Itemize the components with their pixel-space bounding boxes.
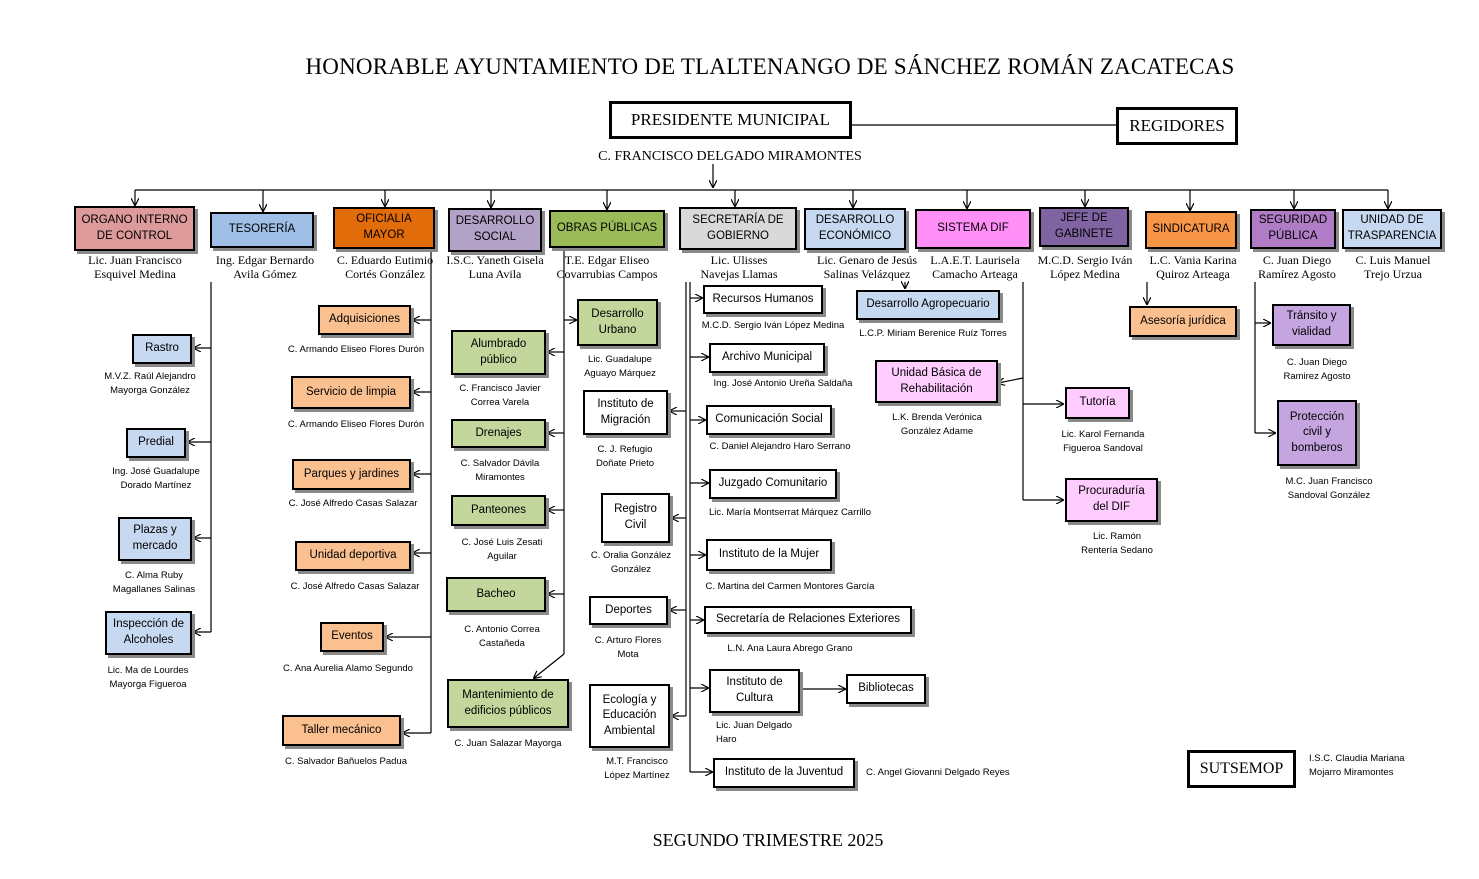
dept-sistema-dif-head: L.A.E.T. Laurisela Camacho Arteaga (930, 253, 1020, 282)
unit-mantenimiento-edificios[interactable]: Mantenimiento de edificios públicos (447, 679, 569, 728)
unit-desarrollo-urbano-head: Lic. Guadalupe Aguayo Márquez (584, 354, 656, 379)
dept-desarrollo-social-head: I.S.C. Yaneth Gisela Luna Avila (446, 253, 544, 282)
unit-bacheo[interactable]: Bacheo (446, 577, 546, 612)
unit-unidad-deportiva[interactable]: Unidad deportiva (295, 541, 411, 571)
unit-procuraduria-dif[interactable]: Procuraduría del DIF (1065, 478, 1158, 522)
unit-drenajes-head: C. Salvador Dávila Miramontes (460, 458, 540, 483)
unit-juzgado-comunitario[interactable]: Juzgado Comunitario (709, 469, 837, 499)
dept-organo-interno[interactable]: ORGANO INTERNO DE CONTROL (74, 206, 195, 251)
unit-instituto-mujer-head: C. Martina del Carmen Montores García (705, 581, 875, 592)
unit-predial-head: Ing. José Guadalupe Dorado Martínez (112, 466, 200, 491)
unit-instituto-cultura-head: Lic. Juan Delgado Haro (716, 720, 793, 745)
unit-instituto-mujer[interactable]: Instituto de la Mujer (706, 539, 832, 571)
unit-taller-mecanico[interactable]: Taller mecánico (282, 715, 401, 746)
dept-secretaria-gobierno-head: Lic. Ulisses Navejas Llamas (700, 253, 778, 282)
unit-adquisiciones[interactable]: Adquisiciones (318, 305, 411, 335)
sutsemop-head: I.S.C. Claudia Mariana Mojarro Miramontes (1309, 753, 1405, 778)
dept-organo-interno-head: Lic. Juan Francisco Esquivel Medina (88, 253, 182, 282)
unit-deportes[interactable]: Deportes (589, 596, 668, 625)
unit-eventos-head: C. Ana Aurelia Alamo Segundo (283, 663, 413, 674)
unit-deportes-head: C. Arturo Flores Mota (594, 635, 662, 660)
dept-tesoreria[interactable]: TESORERÍA (210, 212, 314, 248)
unit-instituto-juventud[interactable]: Instituto de la Juventud (713, 758, 855, 788)
dept-sistema-dif[interactable]: SISTEMA DIF (915, 209, 1031, 249)
unit-procuraduria-dif-head: Lic. Ramón Rentería Sedano (1081, 531, 1153, 556)
unit-servicio-limpia[interactable]: Servicio de limpia (291, 376, 411, 409)
unit-instituto-migracion[interactable]: Instituto de Migración (583, 390, 668, 435)
dept-desarrollo-economico-head: Lic. Genaro de Jesús Salinas Velázquez (817, 253, 917, 282)
dept-desarrollo-economico[interactable]: DESARROLLO ECONÓMICO (804, 208, 906, 250)
unit-comunicacion-social[interactable]: Comunicación Social (706, 405, 832, 435)
dept-jefe-gabinete-head: M.C.D. Sergio Iván López Medina (1037, 253, 1133, 282)
unit-panteones-head: C. José Luis Zesati Aguilar (461, 537, 543, 562)
unit-inspeccion-alcoholes[interactable]: Inspección de Alcoholes (105, 611, 192, 655)
dept-oficialia-mayor[interactable]: OFICIALIA MAYOR (333, 207, 435, 249)
unit-servicio-limpia-head: C. Armando Eliseo Flores Durón (287, 419, 425, 430)
unit-mantenimiento-edificios-head: C. Juan Salazar Mayorga (454, 738, 562, 749)
dept-obras-publicas-head: T.E. Edgar Eliseo Covarrubias Campos (556, 253, 658, 282)
sutsemop-box[interactable]: SUTSEMOP (1187, 750, 1296, 788)
dept-oficialia-mayor-head: C. Eduardo Eutimio Cortés González (336, 253, 434, 282)
dept-sindicatura[interactable]: SINDICATURA (1145, 211, 1237, 249)
unit-juzgado-comunitario-head: Lic. María Montserrat Márquez Carrillo (708, 507, 872, 518)
unit-unidad-deportiva-head: C. José Alfredo Casas Salazar (290, 581, 420, 592)
unit-panteones[interactable]: Panteones (451, 495, 546, 526)
unit-instituto-migracion-head: C. J. Refugio Doñate Prieto (595, 444, 655, 469)
regidores-box[interactable]: REGIDORES (1116, 107, 1238, 145)
unit-desarrollo-agropecuario[interactable]: Desarrollo Agropecuario (856, 290, 1000, 320)
dept-seguridad-publica[interactable]: SEGURIDAD PÚBLICA (1250, 209, 1336, 249)
unit-instituto-juventud-head: C. Angel Giovanni Delgado Reyes (866, 767, 1010, 778)
unit-inspeccion-alcoholes-head: Lic. Ma de Lourdes Mayorga Figueroa (107, 665, 189, 690)
unit-alumbrado-publico-head: C. Francisco Javier Correa Varela (459, 383, 541, 408)
unit-plazas-mercado-head: C. Alma Ruby Magallanes Salinas (112, 570, 196, 595)
unit-comunicacion-social-head: C. Daniel Alejandro Haro Serrano (709, 441, 851, 452)
unit-archivo-municipal-head: Ing. José Antonio Ureña Saldaña (713, 378, 853, 389)
unit-desarrollo-agropecuario-head: L.C.P. Miriam Berenice Ruíz Torres (859, 328, 1007, 339)
unit-ecologia-head: M.T. Francisco López Martínez (604, 756, 670, 781)
dept-unidad-transparencia-head: C. Luis Manuel Trejo Urzua (1355, 253, 1431, 282)
unit-adquisiciones-head: C. Armando Eliseo Flores Durón (287, 344, 425, 355)
unit-unidad-basica-rehabilitacion-head: L.K. Brenda Verónica González Adame (892, 412, 982, 437)
unit-alumbrado-publico[interactable]: Alumbrado público (451, 330, 546, 375)
dept-sindicatura-head: L.C. Vania Karina Quiroz Arteaga (1149, 253, 1237, 282)
unit-relaciones-exteriores[interactable]: Secretaría de Relaciones Exteriores (704, 606, 912, 634)
dept-secretaria-gobierno[interactable]: SECRETARÍA DE GOBIERNO (679, 207, 797, 250)
unit-predial[interactable]: Predial (126, 428, 186, 458)
unit-desarrollo-urbano[interactable]: Desarrollo Urbano (577, 299, 658, 346)
unit-registro-civil-head: C. Oralia González González (590, 550, 672, 575)
dept-obras-publicas[interactable]: OBRAS PÚBLICAS (549, 210, 665, 248)
unit-plazas-mercado[interactable]: Plazas y mercado (118, 517, 192, 561)
unit-recursos-humanos-head: M.C.D. Sergio Iván López Medina (701, 320, 845, 331)
unit-eventos[interactable]: Eventos (320, 622, 384, 652)
unit-transito-vialidad[interactable]: Tránsito y vialidad (1272, 304, 1351, 346)
unit-bibliotecas[interactable]: Bibliotecas (846, 674, 926, 704)
unit-relaciones-exteriores-head: L.N. Ana Laura Abrego Grano (727, 643, 853, 654)
unit-drenajes[interactable]: Drenajes (451, 419, 546, 448)
dept-tesoreria-head: Ing. Edgar Bernardo Avila Gómez (215, 253, 315, 282)
unit-tutoria-head: Lic. Karol Fernanda Figueroa Sandoval (1061, 429, 1145, 454)
chart-title: HONORABLE AYUNTAMIENTO DE TLALTENANGO DE SÁNCHEZ ROMÁN ZACATECAS (305, 54, 1235, 79)
unit-registro-civil[interactable]: Registro Civil (601, 493, 670, 543)
unit-ecologia[interactable]: Ecología y Educación Ambiental (589, 684, 670, 748)
unit-asesoria-juridica[interactable]: Asesoría jurídica (1129, 306, 1237, 337)
dept-desarrollo-social[interactable]: DESARROLLO SOCIAL (448, 208, 542, 252)
unit-rastro[interactable]: Rastro (132, 334, 192, 364)
footer-period: SEGUNDO TRIMESTRE 2025 (652, 830, 884, 850)
unit-transito-vialidad-head: C. Juan Diego Ramirez Agosto (1283, 357, 1351, 382)
unit-parques-jardines-head: C. José Alfredo Casas Salazar (288, 498, 418, 509)
unit-bacheo-head: C. Antonio Correa Castañeda (464, 624, 540, 649)
unit-tutoria[interactable]: Tutoría (1065, 387, 1130, 419)
unit-instituto-cultura[interactable]: Instituto de Cultura (709, 669, 800, 713)
unit-parques-jardines[interactable]: Parques y jardines (292, 459, 411, 490)
president-box[interactable]: PRESIDENTE MUNICIPAL (609, 101, 852, 139)
dept-unidad-transparencia[interactable]: UNIDAD DE TRASPARENCIA (1342, 209, 1442, 249)
unit-unidad-basica-rehabilitacion[interactable]: Unidad Básica de Rehabilitación (875, 360, 998, 403)
unit-taller-mecanico-head: C. Salvador Bañuelos Padua (285, 756, 407, 767)
unit-rastro-head: M.V.Z. Raúl Alejandro Mayorga González (104, 371, 196, 396)
unit-recursos-humanos[interactable]: Recursos Humanos (703, 285, 823, 314)
dept-jefe-gabinete[interactable]: JEFE DE GABINETE (1039, 207, 1129, 247)
unit-proteccion-civil-head: M.C. Juan Francisco Sandoval González (1285, 476, 1373, 501)
president-name: C. FRANCISCO DELGADO MIRAMONTES (598, 149, 862, 164)
dept-seguridad-publica-head: C. Juan Diego Ramírez Agosto (1258, 253, 1336, 282)
unit-proteccion-civil[interactable]: Protección civil y bomberos (1277, 400, 1357, 466)
unit-archivo-municipal[interactable]: Archivo Municipal (709, 343, 825, 373)
